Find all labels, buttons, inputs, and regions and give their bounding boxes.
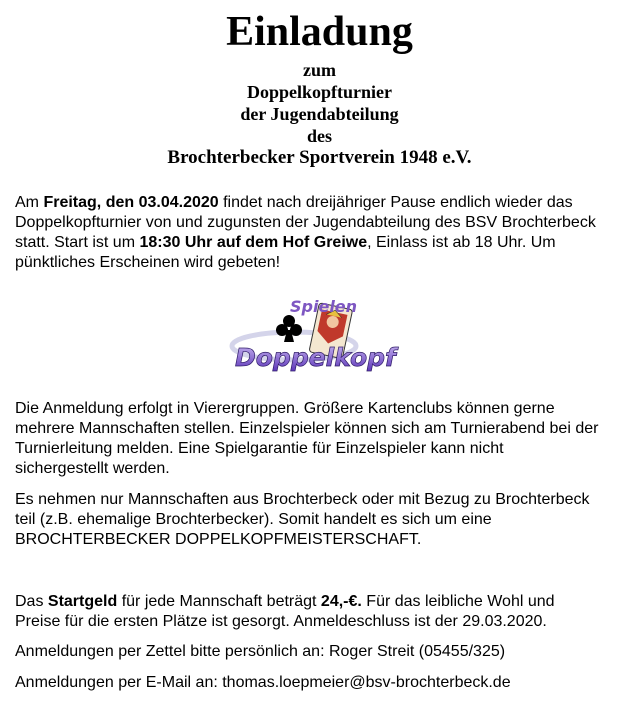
intro-text-1: Am — [15, 194, 44, 211]
fee-label: Startgeld — [47, 593, 118, 610]
registration-paragraph: Die Anmeldung erfolgt in Vierergruppen. Größere Kartenclubs können gerne mehrere Mannschaften stellen. Einzelspieler können sich am Turnierabend bei der Turnierleitung melden. Eine Spielgarantie für Einzelspieler kann nicht sichergestellt werden. — [15, 400, 599, 477]
fee-text-2: für jede Mannschaft beträgt — [117, 593, 321, 610]
club-suit-icon — [276, 315, 302, 342]
subtitle-line-zum: zum — [303, 60, 336, 80]
event-date: Freitag, den 03.04.2020 — [43, 194, 219, 211]
fee-amount: 24,-€. — [320, 593, 362, 610]
fee-text-3: Für das leibliche Wohl und Preise für die ersten Plätze ist gesorgt. Anmeldeschluss ist der 29.03.2020. — [15, 593, 555, 630]
event-time-location: 18:30 Uhr auf dem Hof Greiwe — [139, 234, 368, 251]
logo-spielen-text: Spielen — [290, 297, 358, 316]
invitation-title: Einladung — [226, 9, 413, 55]
intro-paragraph — [15, 193, 600, 273]
subtitle-line-des: des — [306, 126, 332, 146]
fee-text-1: Das — [15, 593, 48, 610]
subtitle-line-youth-department: der Jugendabteilung — [240, 104, 399, 124]
teams-paragraph: Es nehmen nur Mannschaften aus Brochterbeck oder mit Bezug zu Brochterbeck teil (z.B. ehemalige Brochterbecker). Somit handelt es sich um eine BROCHTERBECKER DOPPELKOPFMEISTERSCHAFT. — [15, 491, 590, 548]
subtitle-line-tournament: Doppelkopfturnier — [246, 82, 392, 102]
intro-text-3: , Einlass ist ab 18 Uhr. Um pünktliches Erscheinen wird gebeten! — [15, 234, 556, 271]
doppelkopf-logo — [232, 294, 396, 380]
event-subtitle — [0, 59, 639, 169]
fee-paragraph — [15, 592, 600, 632]
email-registration-line: Anmeldungen per E-Mail an: thomas.loepmeier@bsv-brochterbeck.de — [15, 674, 511, 691]
logo-doppelkopf-text: Doppelkopf — [235, 343, 396, 372]
subtitle-line-club-name: Brochterbecker Sportverein 1948 e.V. — [167, 147, 472, 168]
intro-text-2: findet nach dreijähriger Pause endlich wieder das Doppelkopfturnier von und zugunsten der Jugendabteilung des BSV Brochterbeck statt. Start ist um — [15, 194, 596, 251]
paper-registration-line: Anmeldungen per Zettel bitte persönlich an: Roger Streit (05455/325) — [15, 643, 506, 660]
